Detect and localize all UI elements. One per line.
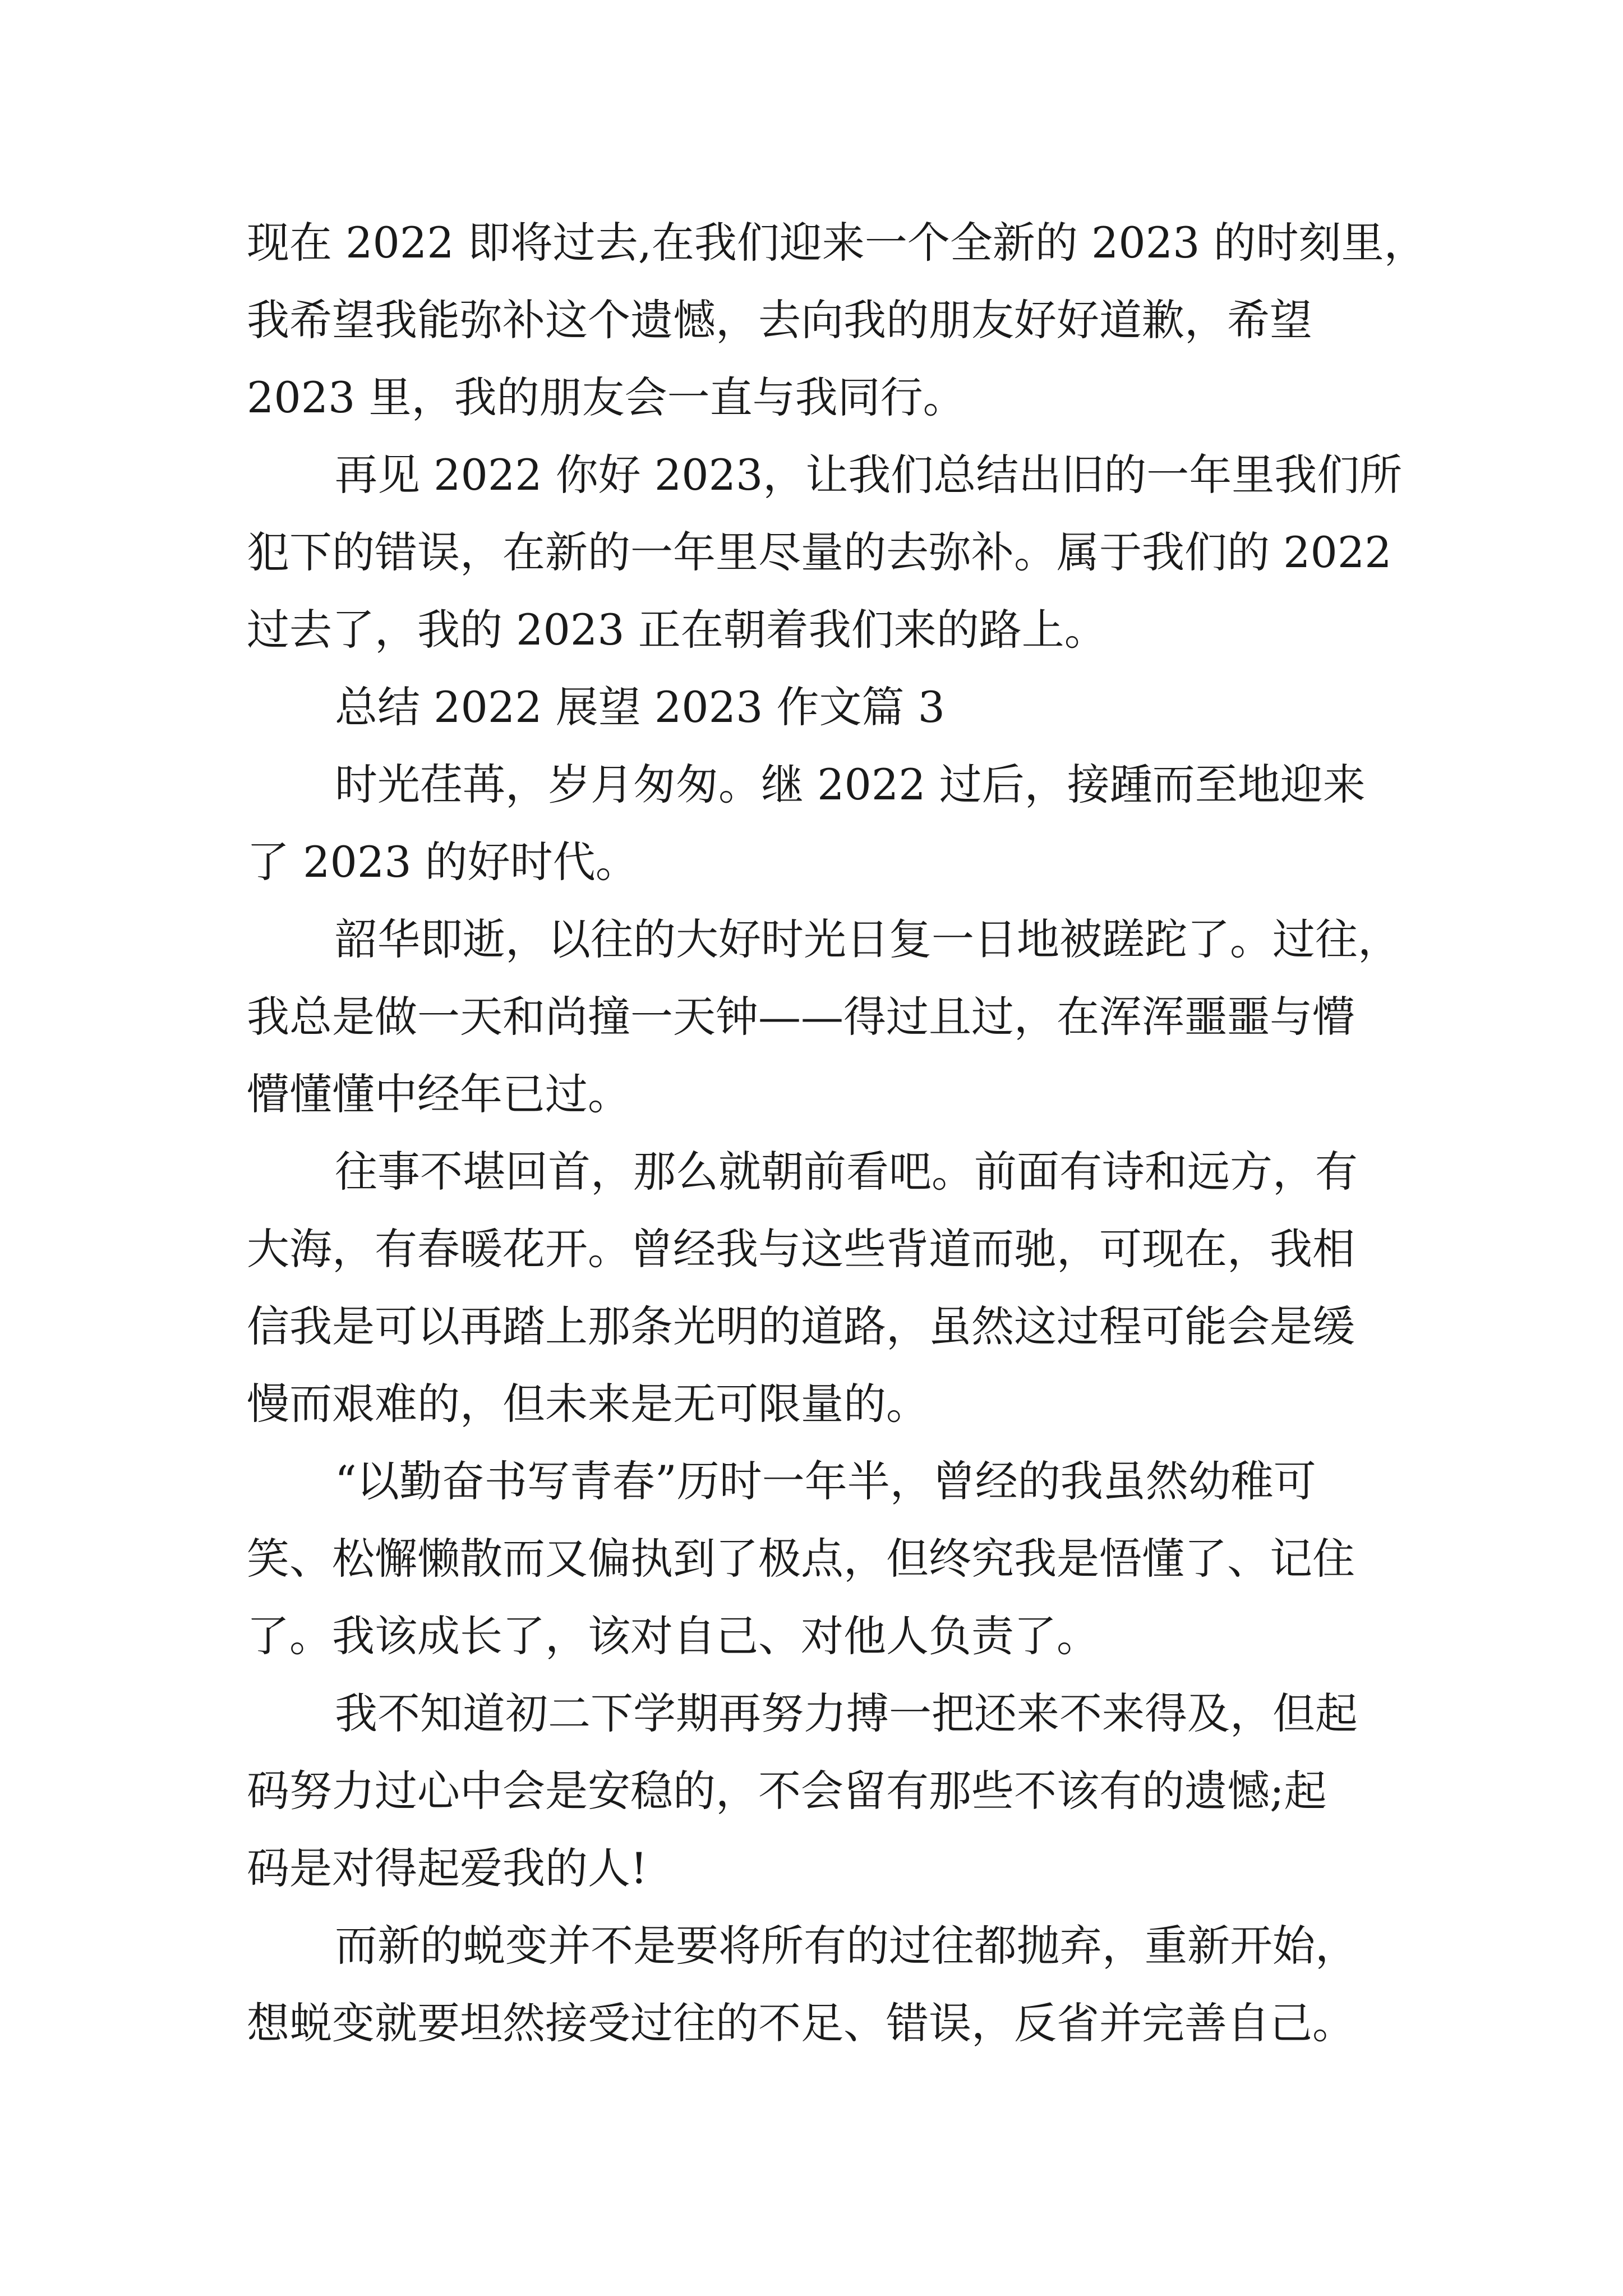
text-line: 而新的蜕变并不是要将所有的过往都抛弃，重新开始， <box>335 1921 1358 1971</box>
text-line: 往事不堪回首，那么就朝前看吧。前面有诗和远方，有 <box>335 1147 1358 1197</box>
text-line: 笑、松懈懒散而又偏执到了极点，但终究我是悟懂了、记住 <box>247 1534 1355 1584</box>
text-line: 我不知道初二下学期再努力搏一把还来不来得及，但起 <box>335 1688 1358 1738</box>
text-line: 犯下的错误，在新的一年里尽量的去弥补。属于我们的 2022 <box>247 527 1392 577</box>
text-line: 时光荏苒，岁月匆匆。继 2022 过后，接踵而至地迎来 <box>335 760 1366 809</box>
text-line: 2023 里，我的朋友会一直与我同行。 <box>247 372 966 422</box>
text-line: 大海，有春暖花开。曾经我与这些背道而驰，可现在，我相 <box>247 1224 1355 1274</box>
text-line: 了 2023 的好时代。 <box>247 837 638 887</box>
text-line: 过去了，我的 2023 正在朝着我们来的路上。 <box>247 605 1107 655</box>
text-line: 慢而艰难的，但未来是无可限量的。 <box>247 1379 929 1429</box>
section-heading: 总结 2022 展望 2023 作文篇 3 <box>335 682 945 732</box>
text-line: 码是对得起爱我的人! <box>247 1843 648 1893</box>
text-line: “以勤奋书写青春”历时一年半，曾经的我虽然幼稚可 <box>335 1456 1316 1506</box>
text-line: 懵懂懂中经年已过。 <box>247 1069 630 1119</box>
text-line: 我总是做一天和尚撞一天钟——得过且过，在浑浑噩噩与懵 <box>247 992 1355 1042</box>
text-line: 现在 2022 即将过去,在我们迎来一个全新的 2023 的时刻里， <box>247 218 1427 268</box>
text-line: 想蜕变就要坦然接受过往的不足、错误，反省并完善自己。 <box>247 1998 1355 2048</box>
text-line: 再见 2022 你好 2023，让我们总结出旧的一年里我们所 <box>335 450 1403 500</box>
text-line: 韶华即逝，以往的大好时光日复一日地被蹉跎了。过往， <box>335 914 1400 964</box>
text-line: 信我是可以再踏上那条光明的道路，虽然这过程可能会是缓 <box>247 1301 1355 1351</box>
text-line: 我希望我能弥补这个遗憾，去向我的朋友好好道歉，希望 <box>247 295 1312 345</box>
text-line: 了。我该成长了，该对自己、对他人负责了。 <box>247 1611 1099 1661</box>
text-line: 码努力过心中会是安稳的，不会留有那些不该有的遗憾;起 <box>247 1766 1327 1816</box>
